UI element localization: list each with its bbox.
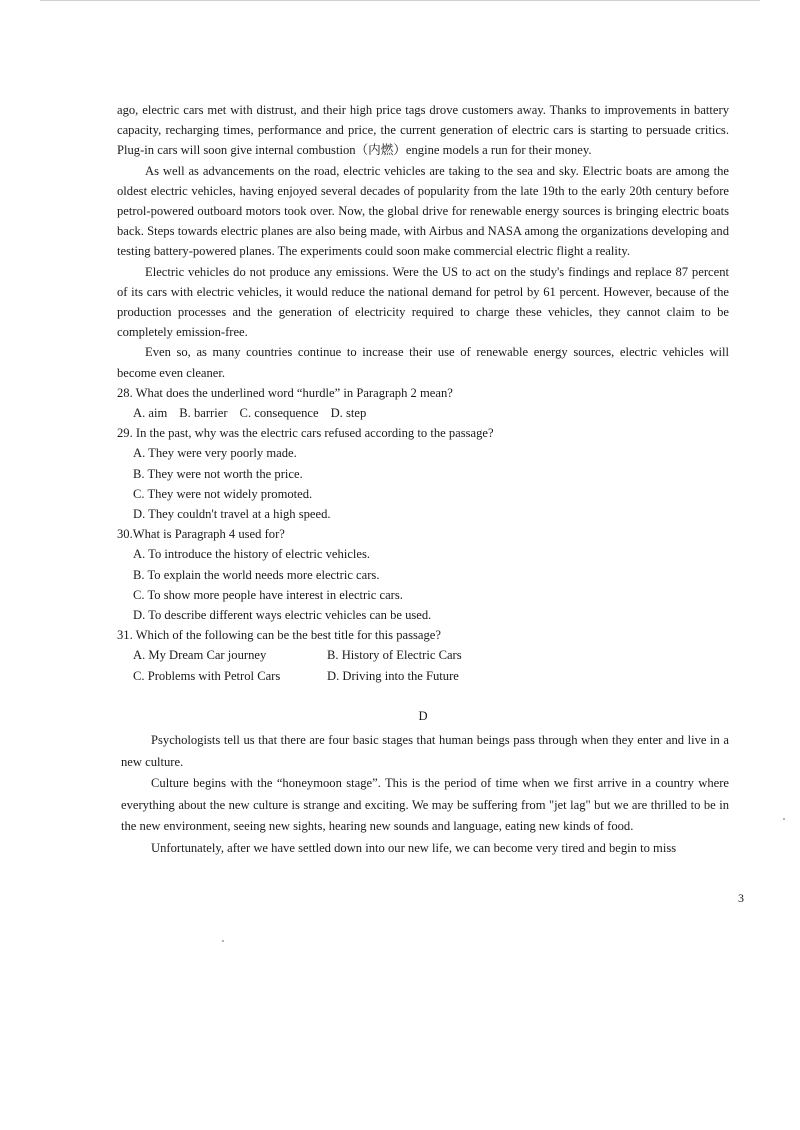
option-a: A. To introduce the history of electric vehicles. — [133, 547, 371, 562]
passage-c-paragraph: Electric vehicles do not produce any emissions. Were the US to act on the study's findings and replace 87 percent of its cars with electric vehicles, it would reduce the national demand for petrol by 61 percent. However, because of the production processes and the generation of electricity required to charge these vehicles, they cannot claim to be completely emission-free. — [117, 264, 729, 340]
question-30 — [117, 524, 729, 625]
option-a: A. aim — [133, 406, 168, 421]
option-b: B. barrier — [179, 406, 228, 421]
option-b: B. To explain the world needs more electric cars. — [133, 567, 380, 582]
option-d: D. They couldn't travel at a high speed. — [133, 507, 331, 522]
passage-c-paragraph: As well as advancements on the road, electric vehicles are taking to the sea and sky. Electric boats are among the oldest electric vehicles, having enjoyed several decades of popularity from the late 19th to the early 20th century before petrol-powered outboard motors took over. Now, the global drive for renewable energy sources is bringing electric boats back. Steps towards electric planes are also being made, with Airbus and NASA among the organizations developing and testing battery-powered planes. The experiments could soon make commercial electric flight a reality. — [117, 163, 729, 259]
option-row — [133, 645, 729, 665]
question-31 — [117, 625, 729, 686]
question-28 — [117, 383, 729, 423]
option-b: B. History of Electric Cars — [327, 648, 462, 663]
option-d: D. Driving into the Future — [327, 668, 459, 683]
passage-d-paragraph: Unfortunately, after we have settled down into our new life, we can become very tired and begin to miss — [151, 840, 677, 855]
exam-page-content — [117, 100, 729, 859]
option-c: C. Problems with Petrol Cars — [133, 668, 281, 683]
passage-c-paragraph: ago, electric cars met with distrust, and their high price tags drove customers away. Thanks to improvements in battery capacity, recharging times, performance and price, the current generation of electric cars is starting to persuade critics. Plug-in cars will soon give internal combustion（内燃）engine models a run for their money. — [117, 103, 729, 158]
option-c: C. To show more people have interest in electric cars. — [133, 587, 403, 602]
question-stem: 30.What is Paragraph 4 used for? — [117, 527, 285, 542]
option-c: C. They were not widely promoted. — [133, 486, 313, 501]
scan-speck — [222, 940, 224, 942]
option-d: D. step — [330, 406, 367, 421]
page-number: 3 — [738, 891, 744, 905]
option-row — [133, 666, 729, 686]
passage-d — [121, 730, 729, 859]
question-stem: 31. Which of the following can be the best title for this passage? — [117, 628, 441, 643]
option-a: A. My Dream Car journey — [133, 648, 267, 663]
option-a: A. They were very poorly made. — [133, 446, 297, 461]
question-stem: 28. What does the underlined word “hurdle” in Paragraph 2 mean? — [117, 385, 453, 400]
question-29 — [117, 423, 729, 524]
section-heading: D — [418, 708, 428, 723]
question-stem: 29. In the past, why was the electric cars refused according to the passage? — [117, 426, 494, 441]
option-row — [133, 403, 729, 423]
passage-c-paragraph: Even so, as many countries continue to increase their use of renewable energy sources, electric vehicles will become even cleaner. — [117, 345, 729, 380]
passage-d-paragraph: Culture begins with the “honeymoon stage”. This is the period of time when we first arrive in a country where everything about the new culture is strange and exciting. We may be suffering from "jet lag" but we are thrilled to be in the new environment, seeing new sights, hearing new sounds and language, eating new kinds of food. — [121, 776, 729, 834]
option-c: C. consequence — [239, 406, 319, 421]
page-top-edge — [40, 0, 760, 1]
passage-c — [117, 100, 729, 383]
option-d: D. To describe different ways electric vehicles can be used. — [133, 608, 432, 623]
scan-speck — [783, 818, 785, 820]
passage-d-paragraph: Psychologists tell us that there are four basic stages that human beings pass through when they enter and live in a new culture. — [121, 733, 729, 769]
option-b: B. They were not worth the price. — [133, 466, 303, 481]
